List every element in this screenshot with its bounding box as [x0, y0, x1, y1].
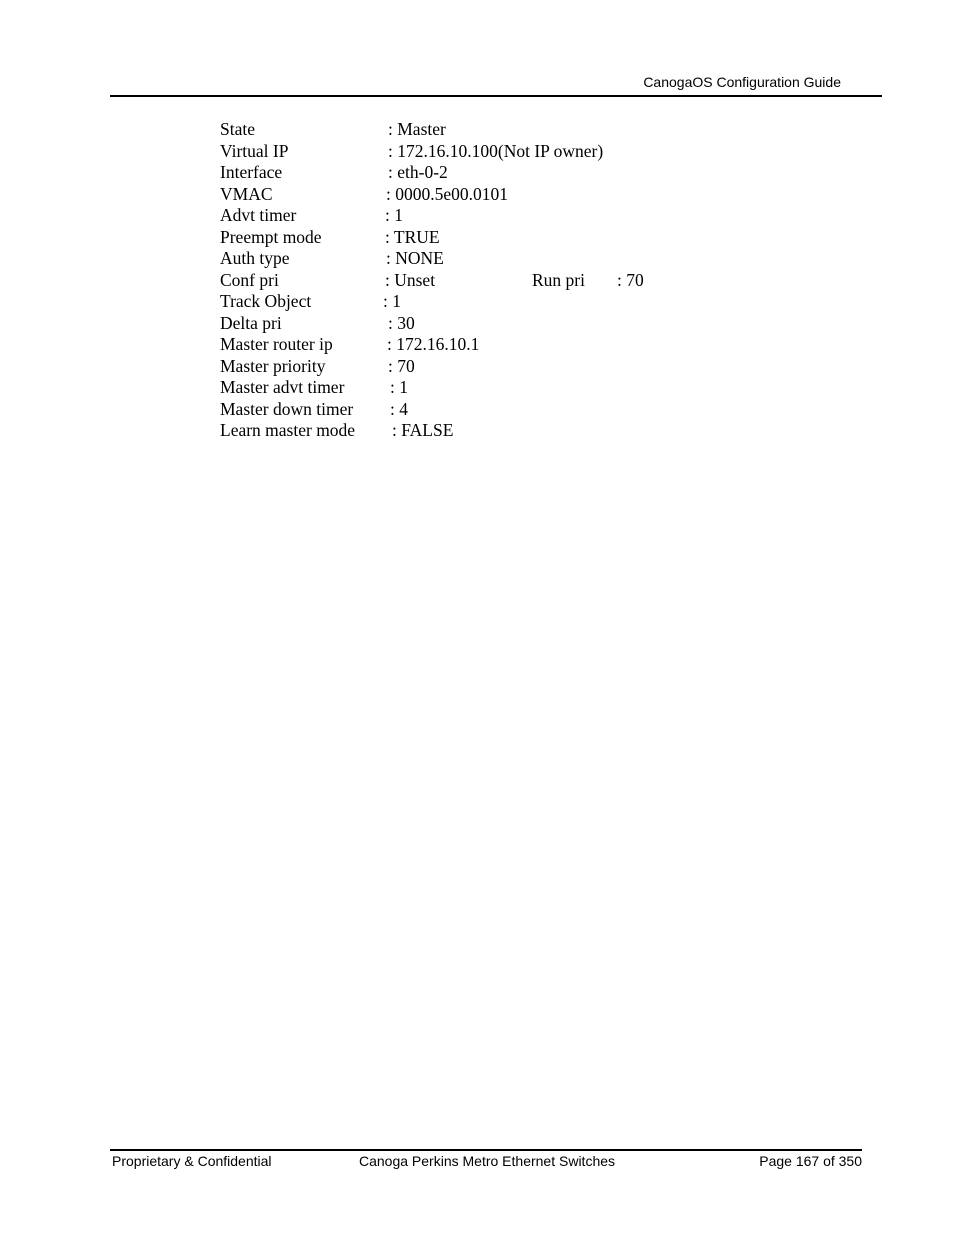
status-key: Master down timer	[220, 398, 354, 419]
status-key: Preempt mode	[220, 226, 322, 247]
status-value: : 1	[385, 205, 403, 225]
status-key: Conf pri	[220, 269, 279, 290]
status-value: : NONE	[386, 248, 444, 268]
status-key: Master advt timer	[220, 377, 345, 397]
status-key: Virtual IP	[220, 140, 289, 161]
status-value: : FALSE	[392, 420, 454, 440]
status-key: Learn master mode	[220, 420, 356, 440]
status-key: Delta pri	[220, 312, 282, 333]
status-value: : Unset	[385, 269, 436, 290]
status-key: Master router ip	[220, 334, 333, 354]
status-value: : 172.16.10.1	[387, 334, 480, 354]
status-key: Advt timer	[220, 205, 297, 225]
status-value: : 172.16.10.100(Not IP owner)	[388, 140, 604, 161]
status-value: : TRUE	[385, 226, 440, 247]
status-key: Auth type	[220, 248, 290, 268]
status-value: : 70	[388, 355, 415, 376]
status-value: : 1	[390, 377, 408, 397]
status-key: Master priority	[220, 355, 326, 376]
status-value: : eth-0-2	[388, 162, 448, 182]
status-value: : 1	[383, 291, 401, 311]
status-key-run-pri: Run pri	[532, 269, 585, 290]
footer-page-number: Page 167 of 350	[759, 1153, 862, 1169]
header-divider	[110, 95, 882, 97]
status-key: Interface	[220, 162, 283, 182]
status-value-run-pri: : 70	[617, 269, 644, 290]
footer-confidential: Proprietary & Confidential	[112, 1153, 272, 1169]
footer-product: Canoga Perkins Metro Ethernet Switches	[359, 1153, 616, 1169]
status-key: VMAC	[220, 183, 273, 204]
footer-divider	[110, 1149, 862, 1151]
status-value: : Master	[388, 119, 446, 139]
status-value: : 4	[390, 398, 408, 419]
status-key: State	[220, 119, 255, 139]
header-title: CanogaOS Configuration Guide	[643, 74, 841, 90]
status-value: : 0000.5e00.0101	[386, 183, 509, 204]
status-value: : 30	[388, 312, 415, 333]
status-key: Track Object	[220, 291, 312, 311]
